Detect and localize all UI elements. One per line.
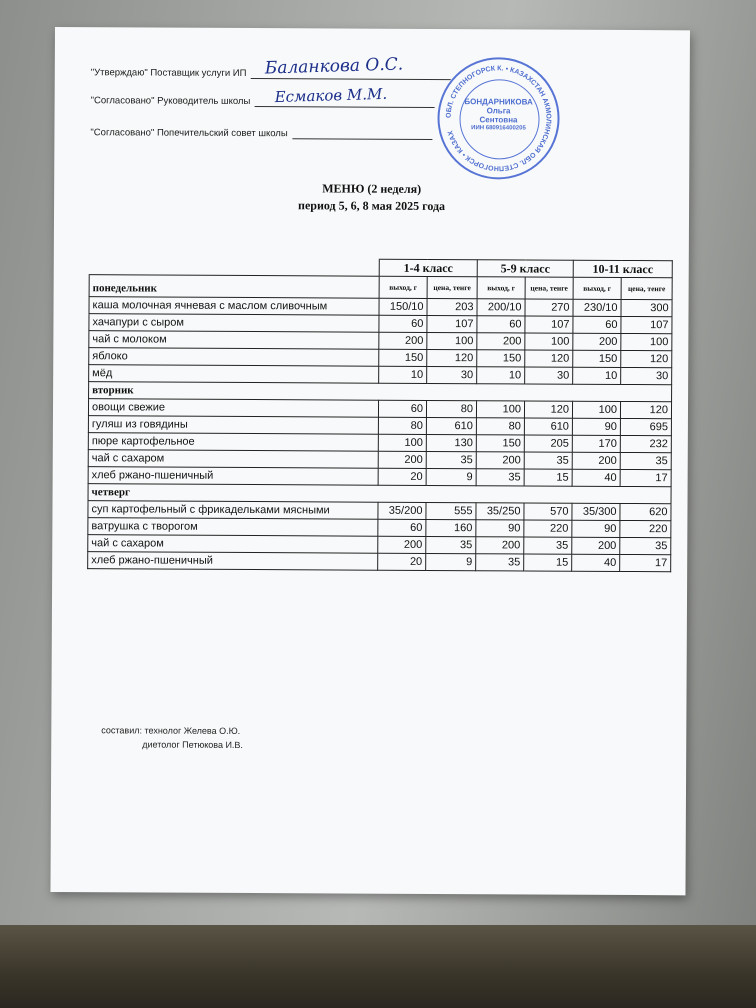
class-group-header: 5-9 класс <box>477 260 573 278</box>
output-value: 40 <box>572 554 620 571</box>
price-value: 120 <box>621 350 672 367</box>
menu-table <box>87 257 673 572</box>
output-value: 90 <box>476 520 524 537</box>
dish-name: чай с сахаром <box>88 535 378 554</box>
stamp-line-1: БОНДАРНИКОВА <box>464 97 533 107</box>
class-group-header: 10-11 класс <box>573 260 672 278</box>
table-row <box>88 552 671 572</box>
dish-name: гуляш из говядины <box>88 416 378 435</box>
price-value: 80 <box>426 400 476 417</box>
menu-document <box>50 27 690 895</box>
price-value: 610 <box>524 418 572 435</box>
output-value: 200 <box>572 452 620 469</box>
output-value: 100 <box>572 401 620 418</box>
class-group-header: 1-4 класс <box>379 259 477 277</box>
output-value: 35/300 <box>572 503 620 520</box>
subheader-price: цена, тенге <box>621 277 672 299</box>
output-value: 230/10 <box>573 299 621 316</box>
output-value: 150/10 <box>379 298 427 315</box>
output-value: 100 <box>476 401 524 418</box>
output-value: 80 <box>476 418 524 435</box>
price-value: 610 <box>426 417 476 434</box>
price-value: 100 <box>427 332 477 349</box>
dish-name: чай с сахаром <box>88 450 378 469</box>
output-value: 200 <box>378 536 426 553</box>
output-value: 100 <box>378 434 426 451</box>
stamp-line-2: Ольга <box>486 106 511 116</box>
stamp-ring-text: ОБЛ. СТЕПНОГОРСК К. • КАЗАХСТАН АКМОЛИНСКАЯ ОБЛ. СТЕПНОГОРСК • КАЗАХ <box>445 65 552 172</box>
output-value: 200 <box>378 451 426 468</box>
output-value: 200 <box>379 332 427 349</box>
day-label: четверг <box>88 484 671 504</box>
price-value: 35 <box>620 452 671 469</box>
price-value: 35 <box>426 451 476 468</box>
output-value: 90 <box>572 418 620 435</box>
price-value: 232 <box>620 435 671 452</box>
dish-name: хлеб ржано-пшеничный <box>88 467 378 486</box>
dish-name: хлеб ржано-пшеничный <box>88 552 378 571</box>
output-value: 60 <box>477 316 525 333</box>
price-value: 203 <box>427 298 477 315</box>
price-value: 100 <box>621 333 672 350</box>
stamp-line-4: ИИН 680916400205 <box>471 125 526 132</box>
price-value: 300 <box>621 299 672 316</box>
output-value: 90 <box>572 520 620 537</box>
handwritten-signature-director: Есмаков М.М. <box>274 84 388 107</box>
official-stamp <box>437 57 560 180</box>
price-value: 17 <box>620 554 671 571</box>
approval-director-label: "Согласовано" Руководитель школы <box>90 95 251 108</box>
dish-name: мёд <box>89 365 379 384</box>
dish-name: яблоко <box>89 348 379 367</box>
output-value: 200 <box>476 452 524 469</box>
output-value: 150 <box>379 349 427 366</box>
table-corner-cell <box>89 258 379 277</box>
output-value: 35 <box>476 469 524 486</box>
menu-period: период 5, 6, 8 мая 2025 года <box>298 198 446 214</box>
price-value: 220 <box>524 520 572 537</box>
output-value: 200 <box>573 333 621 350</box>
output-value: 20 <box>378 468 426 485</box>
output-value: 60 <box>573 316 621 333</box>
subheader-output: выход, г <box>379 276 427 298</box>
price-value: 120 <box>525 350 573 367</box>
price-value: 9 <box>426 468 476 485</box>
output-value: 35 <box>476 554 524 571</box>
price-value: 30 <box>525 367 573 384</box>
output-value: 150 <box>476 435 524 452</box>
price-value: 120 <box>427 349 477 366</box>
day-label: вторник <box>89 382 672 402</box>
footer-compiler: составил: технолог Желева О.Ю. <box>101 725 241 736</box>
price-value: 620 <box>620 503 671 520</box>
output-value: 40 <box>572 469 620 486</box>
subheader-output: выход, г <box>573 277 621 299</box>
price-value: 120 <box>524 401 572 418</box>
signature-line <box>251 78 451 80</box>
price-value: 570 <box>524 503 572 520</box>
dish-name: ватрушка с творогом <box>88 518 378 537</box>
output-value: 35/250 <box>476 503 524 520</box>
price-value: 107 <box>427 315 477 332</box>
price-value: 35 <box>524 537 572 554</box>
price-value: 555 <box>426 502 476 519</box>
price-value: 205 <box>524 435 572 452</box>
dish-name: каша молочная ячневая с маслом сливочным <box>89 297 379 316</box>
dish-name: пюре картофельное <box>88 433 378 452</box>
output-value: 200 <box>477 333 525 350</box>
dish-name: чай с молоком <box>89 331 379 350</box>
subheader-output: выход, г <box>477 277 525 299</box>
price-value: 107 <box>621 316 672 333</box>
signature-line <box>292 138 432 140</box>
approval-council-label: "Согласовано" Попечительский совет школы <box>90 127 288 140</box>
price-value: 120 <box>620 401 671 418</box>
approval-supplier-label: "Утверждаю" Поставщик услуги ИП <box>90 67 247 80</box>
stamp-center <box>439 97 557 134</box>
subheader-price: цена, тенге <box>427 276 477 298</box>
price-value: 107 <box>525 316 573 333</box>
output-value: 150 <box>477 350 525 367</box>
output-value: 200 <box>572 537 620 554</box>
output-value: 60 <box>378 400 426 417</box>
price-value: 15 <box>524 469 572 486</box>
subheader-price: цена, тенге <box>525 277 573 299</box>
price-value: 130 <box>426 434 476 451</box>
dish-name: хачапури с сыром <box>89 314 379 333</box>
output-value: 150 <box>573 350 621 367</box>
menu-title: МЕНЮ (2 неделя) <box>322 181 422 196</box>
price-value: 17 <box>620 469 671 486</box>
price-value: 100 <box>525 333 573 350</box>
dish-name: овощи свежие <box>88 399 378 418</box>
output-value: 10 <box>477 367 525 384</box>
output-value: 10 <box>573 367 621 384</box>
price-value: 9 <box>426 553 476 570</box>
output-value: 60 <box>378 519 426 536</box>
price-value: 270 <box>525 299 573 316</box>
day-label: понедельник <box>89 275 379 299</box>
price-value: 35 <box>426 536 476 553</box>
dish-name: суп картофельный с фрикадельками мясными <box>88 501 378 520</box>
output-value: 170 <box>572 435 620 452</box>
price-value: 30 <box>427 366 477 383</box>
price-value: 35 <box>524 452 572 469</box>
handwritten-signature-supplier: Баланкова О.С. <box>264 54 404 79</box>
price-value: 220 <box>620 520 671 537</box>
output-value: 35/200 <box>378 502 426 519</box>
output-value: 60 <box>379 315 427 332</box>
price-value: 30 <box>621 367 672 384</box>
output-value: 80 <box>378 417 426 434</box>
output-value: 20 <box>378 553 426 570</box>
stamp-line-3: Сентовна <box>479 115 518 125</box>
signature-line <box>255 106 435 108</box>
table-subheader-row <box>89 275 672 300</box>
floor-background <box>0 925 756 1008</box>
footer-dietitian: диетолог Петюкова И.В. <box>142 739 243 750</box>
output-value: 10 <box>379 366 427 383</box>
price-value: 160 <box>426 519 476 536</box>
output-value: 200 <box>476 537 524 554</box>
approval-council <box>90 127 432 140</box>
price-value: 35 <box>620 537 671 554</box>
price-value: 15 <box>524 554 572 571</box>
output-value: 200/10 <box>477 299 525 316</box>
price-value: 695 <box>620 418 671 435</box>
